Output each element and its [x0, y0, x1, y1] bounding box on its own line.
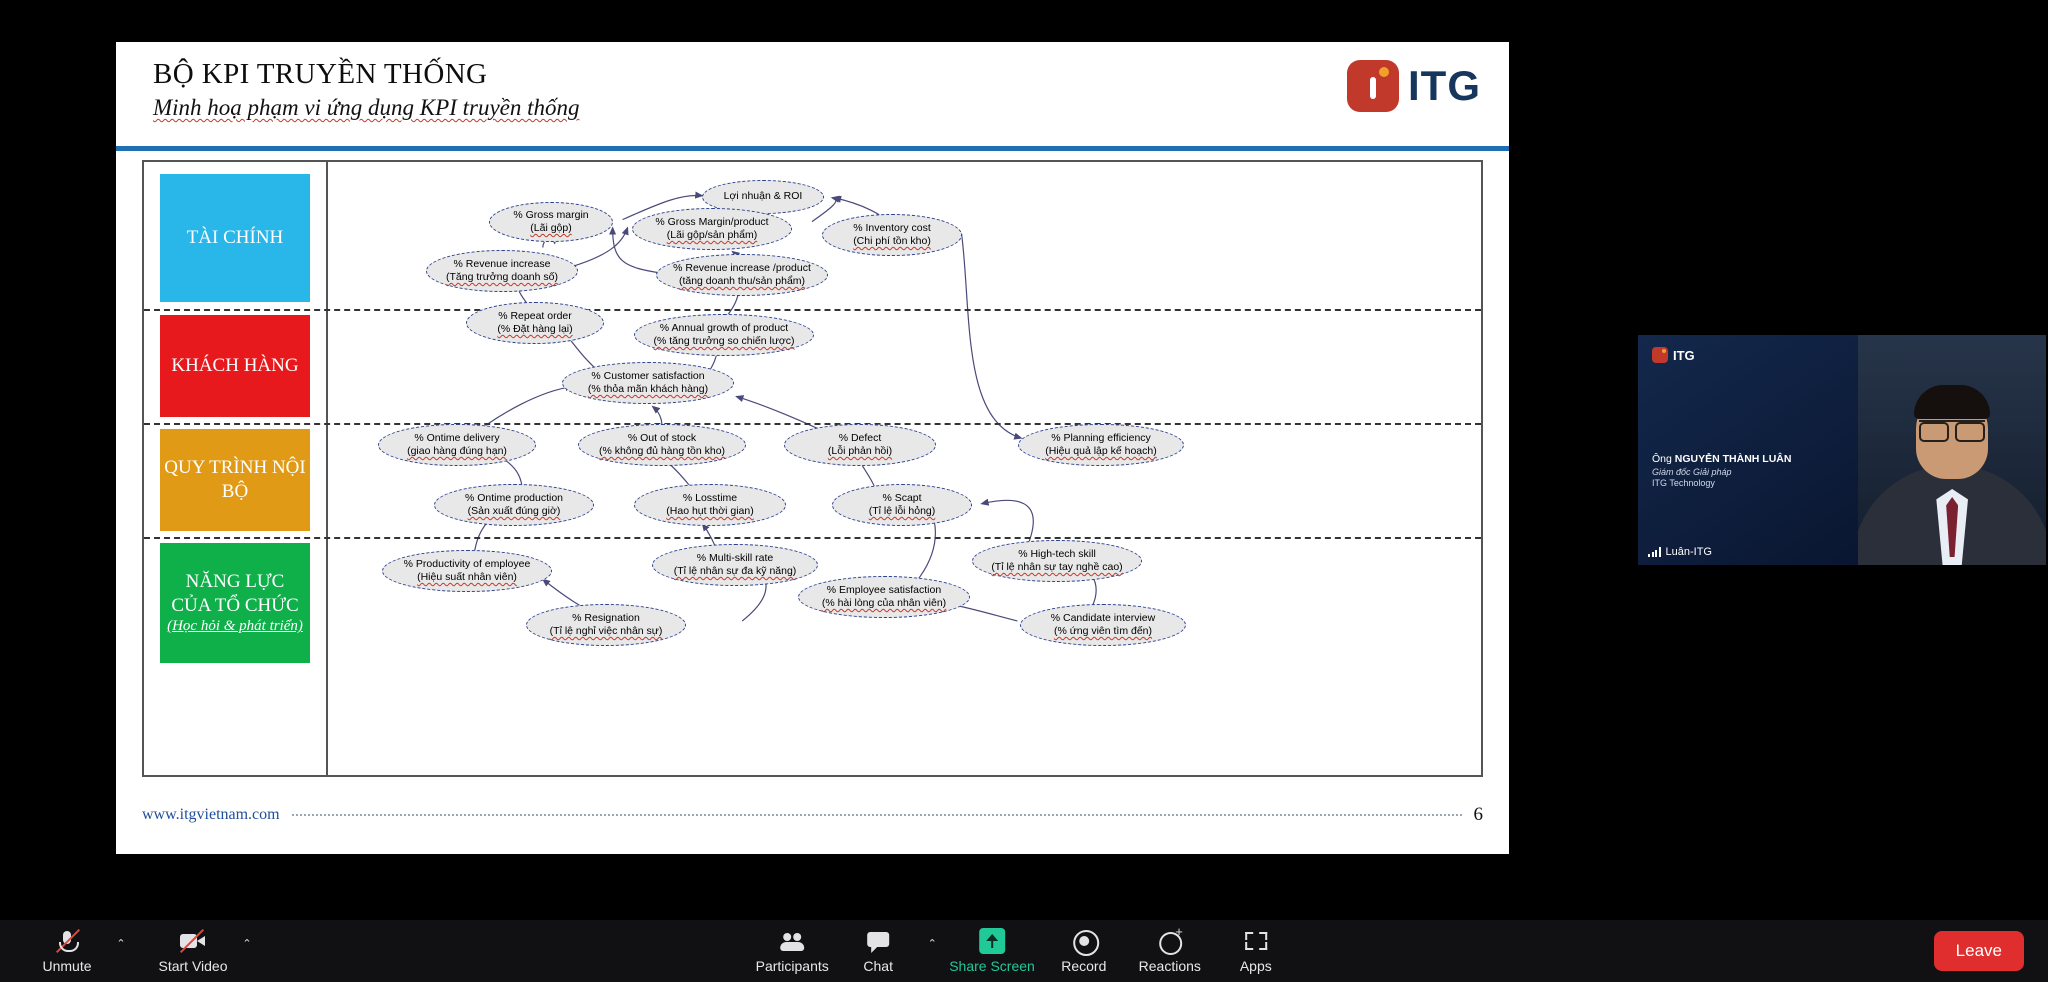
record-button[interactable]: Record: [1041, 920, 1127, 982]
leave-button[interactable]: Leave: [1934, 931, 2024, 971]
audio-controls: [24, 920, 132, 982]
thumbnail-background: [1638, 335, 1866, 565]
kpi-node[interactable]: % Inventory cost (Chi phí tồn kho): [822, 214, 962, 256]
perspective-customer: KHÁCH HÀNG: [160, 315, 310, 417]
kpi-strategy-map: [142, 160, 1483, 777]
kpi-node[interactable]: % Scapt (Tỉ lệ lỗi hỏng): [832, 484, 972, 526]
speaker-role: Giám đốc Giải pháp: [1652, 467, 1732, 477]
toolbar-center-group: [749, 920, 1299, 982]
kpi-node[interactable]: % Annual growth of product (% tăng trưởng so chiến lược): [634, 314, 814, 356]
apps-icon: [1243, 928, 1269, 954]
chat-icon: [865, 928, 891, 954]
participants-button[interactable]: Participants: [749, 920, 835, 982]
reactions-button[interactable]: + Reactions: [1127, 920, 1213, 982]
signal-strength-icon: [1648, 547, 1661, 557]
perspective-divider-1: [144, 309, 1481, 311]
slide-footer: [142, 804, 1483, 826]
glasses-icon: [1919, 420, 1985, 437]
speaker-prefix: Ông: [1652, 453, 1672, 465]
share-screen-icon: [979, 928, 1005, 954]
audio-options-chevron-up-icon[interactable]: ⌃: [116, 937, 126, 950]
slide-page-number: 6: [1473, 804, 1483, 825]
microphone-muted-icon: [54, 928, 80, 954]
kpi-node[interactable]: % Customer satisfaction (% thỏa mãn khách hàng): [562, 362, 734, 404]
kpi-node[interactable]: % Resignation (Tỉ lệ nghỉ việc nhân sự): [526, 604, 686, 646]
itg-wordmark: ITG: [1673, 347, 1695, 363]
slide-title: BỘ KPI TRUYỀN THỐNG: [153, 58, 488, 90]
meeting-toolbar: [0, 920, 2048, 982]
thumbnail-itg-logo: [1652, 347, 1695, 363]
kpi-node[interactable]: % Out of stock (% không đủ hàng tồn kho): [578, 424, 746, 466]
kpi-node[interactable]: % Productivity of employee (Hiệu suất nhân viên): [382, 550, 552, 592]
slide-header: [116, 42, 1509, 150]
footer-dots: [292, 814, 1462, 816]
participants-icon: [779, 928, 805, 954]
itg-mark-icon: [1347, 60, 1399, 112]
kpi-node[interactable]: % Planning efficiency (Hiệu quả lập kế hoạch): [1018, 424, 1184, 466]
perspective-financial: TÀI CHÍNH: [160, 174, 310, 302]
kpi-node[interactable]: % Defect (Lỗi phản hồi): [784, 424, 936, 466]
itg-wordmark: ITG: [1408, 62, 1481, 109]
record-icon: [1071, 928, 1097, 954]
kpi-node[interactable]: Lợi nhuận & ROI: [702, 180, 824, 214]
presentation-slide: [116, 42, 1509, 854]
kpi-node[interactable]: % Repeat order (% Đặt hàng lại): [466, 302, 604, 344]
kpi-node[interactable]: % Revenue increase /product (tăng doanh thu/sản phẩm): [656, 254, 828, 296]
speaker-name: NGUYỄN THÀNH LUÂN: [1674, 453, 1792, 465]
perspective-divider-3: [144, 537, 1481, 539]
kpi-node[interactable]: % Multi-skill rate (Tỉ lệ nhân sự đa kỹ năng): [652, 544, 818, 586]
website-link[interactable]: www.itgvietnam.com: [142, 806, 280, 823]
perspective-divider-vertical: [326, 162, 328, 775]
kpi-node[interactable]: % High-tech skill (Tỉ lệ nhân sự tay nghề cao): [972, 540, 1142, 582]
relationship-arrows: [144, 162, 1481, 775]
kpi-node[interactable]: % Ontime delivery (giao hàng đúng hạn): [378, 424, 536, 466]
share-screen-button[interactable]: Share Screen: [943, 920, 1041, 982]
speaker-org: ITG Technology: [1652, 478, 1715, 488]
kpi-node[interactable]: % Candidate interview (% ứng viên tìm đến): [1020, 604, 1186, 646]
apps-button[interactable]: Apps: [1213, 920, 1299, 982]
slide-subtitle: Minh hoạ phạm vi ứng dụng KPI truyền thống: [153, 95, 580, 120]
chat-options-chevron-up-icon[interactable]: ⌃: [927, 937, 937, 950]
header-rule: [116, 146, 1509, 151]
kpi-node[interactable]: % Revenue increase (Tăng trưởng doanh số): [426, 250, 578, 292]
video-options-chevron-up-icon[interactable]: ⌃: [242, 937, 252, 950]
reactions-icon: [1157, 928, 1183, 954]
kpi-node[interactable]: % Losstime (Hao hụt thời gian): [634, 484, 786, 526]
participant-video-thumbnail[interactable]: [1638, 335, 2046, 565]
start-video-button[interactable]: Start Video: [150, 920, 236, 982]
itg-logo: [1347, 60, 1481, 112]
video-controls: [150, 920, 258, 982]
camera-off-icon: [178, 928, 208, 954]
speaker-webcam-image: [1858, 335, 2046, 565]
itg-mark-icon: [1652, 347, 1668, 363]
perspective-learning-growth: NĂNG LỰC CỦA TỔ CHỨC (Học hỏi & phát triển): [160, 543, 310, 663]
unmute-button[interactable]: Unmute: [24, 920, 110, 982]
kpi-node[interactable]: % Ontime production (Sản xuất đúng giờ): [434, 484, 594, 526]
perspective-divider-2: [144, 423, 1481, 425]
kpi-node[interactable]: % Gross margin (Lãi gộp): [489, 202, 613, 242]
kpi-node[interactable]: % Gross Margin/product (Lãi gộp/sản phẩm): [632, 208, 792, 250]
kpi-node[interactable]: % Employee satisfaction (% hài lòng của nhân viên): [798, 576, 970, 618]
perspective-internal-process: QUY TRÌNH NỘI BỘ: [160, 429, 310, 531]
chat-button[interactable]: Chat: [835, 920, 921, 982]
participant-name-label: Luân-ITG: [1648, 546, 1712, 558]
speaker-info: [1652, 453, 1791, 488]
